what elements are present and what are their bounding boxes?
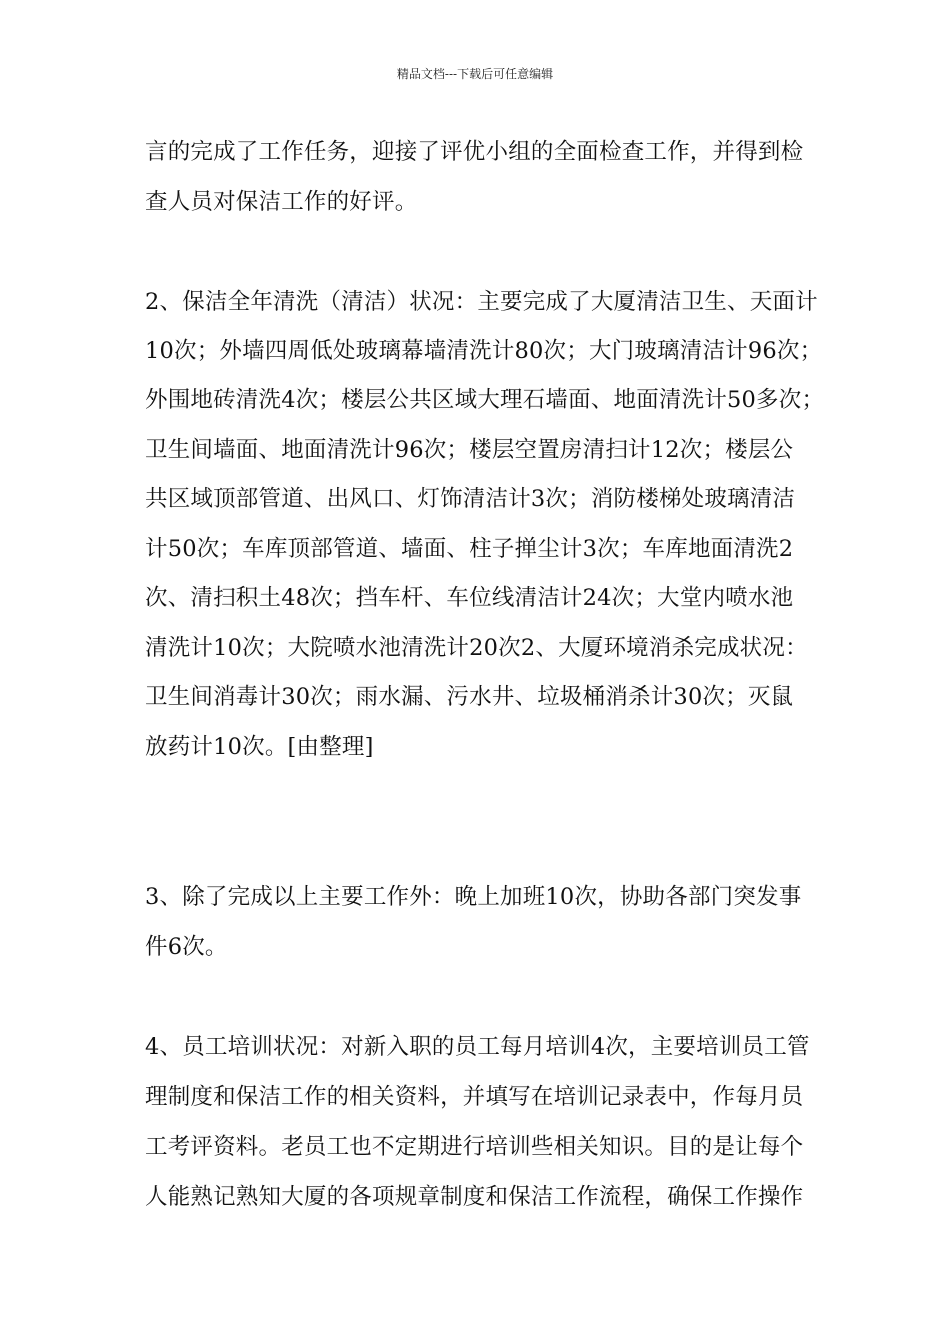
- text-line: 放药计10次。[由整理]: [145, 734, 374, 760]
- text-line: 外围地砖清洗4次；楼层公共区域大理石墙面、地面清洗计50多次；: [145, 387, 825, 413]
- text-line: 10次；外墙四周低处玻璃幕墙清洗计80次；大门玻璃清洁计96次；: [145, 338, 823, 364]
- text-line: 卫生间墙面、地面清洗计96次；楼层空置房清扫计12次；楼层公: [145, 437, 794, 463]
- text-line: 4、员工培训状况：对新入职的员工每月培训4次，主要培训员工管: [145, 1034, 810, 1060]
- text-line: 查人员对保洁工作的好评。: [145, 189, 418, 215]
- text-line: 件6次。: [145, 934, 228, 960]
- text-line: 言的完成了工作任务，迎接了评优小组的全面检查工作，并得到检: [145, 139, 804, 165]
- text-line: 人能熟记熟知大厦的各项规章制度和保洁工作流程，确保工作操作: [145, 1184, 804, 1210]
- text-line: 工考评资料。老员工也不定期进行培训些相关知识。目的是让每个: [145, 1134, 804, 1160]
- text-line: 2、保洁全年清洗（清洁）状况：主要完成了大厦清洁卫生、天面计: [145, 289, 818, 315]
- text-line: 卫生间消毒计30次；雨水漏、污水井、垃圾桶消杀计30次；灭鼠: [145, 684, 794, 710]
- text-line: 次、清扫积土48次；挡车杆、车位线清洁计24次；大堂内喷水池: [145, 585, 794, 611]
- page-header: 精品文档---下载后可任意编辑: [396, 67, 554, 81]
- text-line: 共区域顶部管道、出风口、灯饰清洁计3次；消防楼梯处玻璃清洁: [145, 486, 796, 512]
- text-line: 清洗计10次；大院喷水池清洗计20次2、大厦环境消杀完成状况：: [145, 635, 808, 661]
- text-line: 3、除了完成以上主要工作外：晚上加班10次，协助各部门突发事: [145, 884, 802, 910]
- text-line: 计50次；车库顶部管道、墙面、柱子掸尘计3次；车库地面清洗2: [145, 536, 794, 562]
- text-line: 理制度和保洁工作的相关资料，并填写在培训记录表中，作每月员: [145, 1084, 804, 1110]
